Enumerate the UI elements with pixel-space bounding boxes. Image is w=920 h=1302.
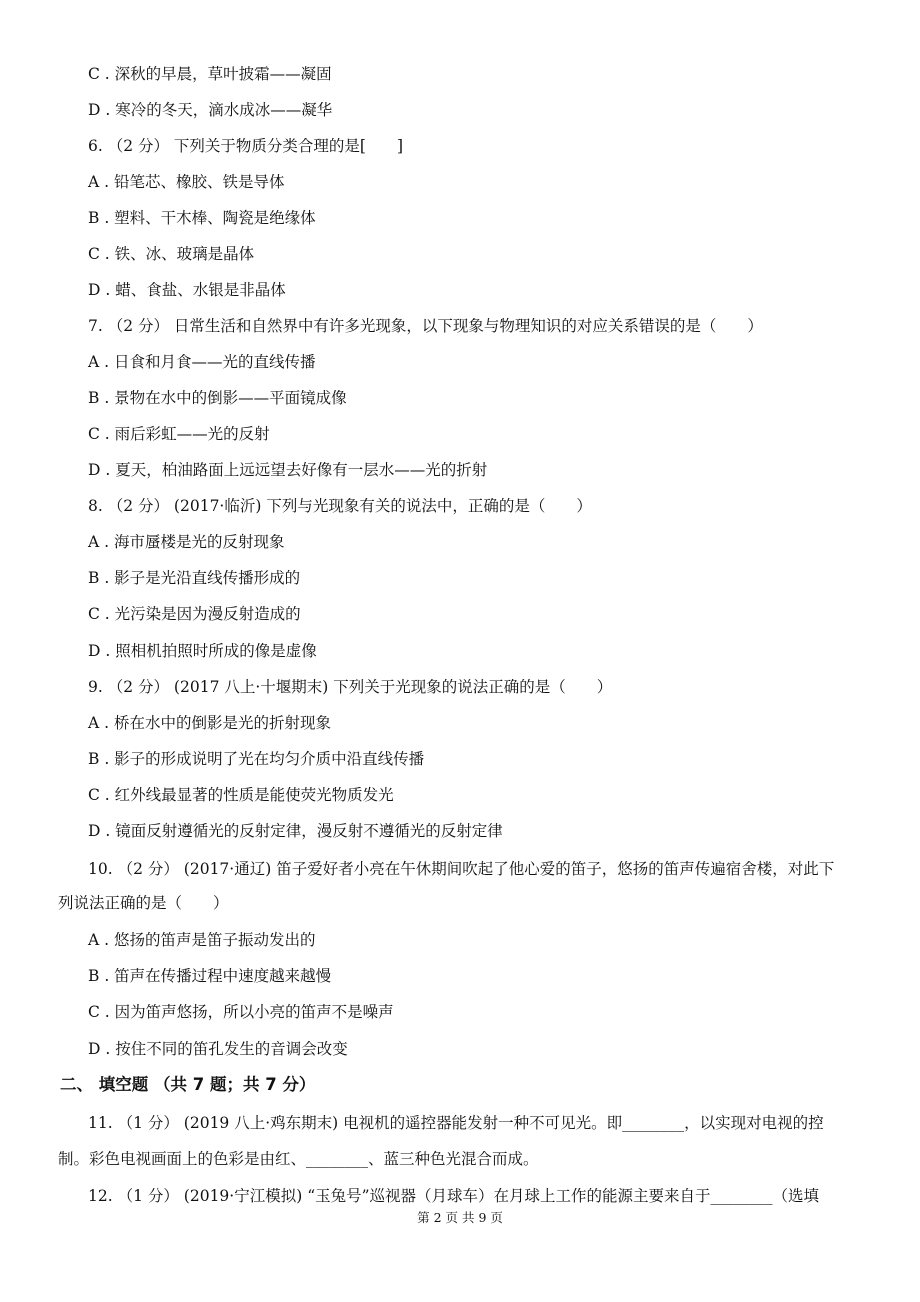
q8-option-c: C . 光污染是因为漫反射造成的 [88, 605, 301, 623]
question-11-continued: 制。彩色电视画面上的色彩是由红、________、蓝三种色光混合而成。 [58, 1150, 539, 1168]
q6-option-d: D . 蜡、食盐、水银是非晶体 [88, 281, 286, 299]
page-footer: 第 2 页 共 9 页 [417, 1210, 503, 1225]
q9-option-c: C . 红外线最显著的性质是能使荧光物质发光 [88, 786, 394, 804]
q9-option-d: D . 镜面反射遵循光的反射定律，漫反射不遵循光的反射定律 [88, 822, 503, 840]
question-9: 9. （2 分） (2017 八上·十堰期末) 下列关于光现象的说法正确的是（ ） [88, 678, 613, 696]
q5-option-d: D . 寒冷的冬天，滴水成冰——凝华 [88, 101, 333, 119]
q8-option-d: D . 照相机拍照时所成的像是虚像 [88, 642, 317, 660]
q5-option-c: C . 深秋的早晨，草叶披霜——凝固 [88, 65, 332, 83]
question-10-continued: 列说法正确的是（ ） [58, 894, 229, 912]
question-11: 11. （1 分） (2019 八上·鸡东期末) 电视机的遥控器能发射一种不可见光。即________，以实现对电视的控 [88, 1114, 824, 1132]
q10-option-c: C . 因为笛声悠扬，所以小亮的笛声不是噪声 [88, 1003, 394, 1021]
q6-option-a: A . 铅笔芯、橡胶、铁是导体 [88, 173, 285, 191]
section-heading-fill-blank: 二、 填空题 （共 7 题；共 7 分） [60, 1075, 316, 1094]
question-8: 8. （2 分） (2017·临沂) 下列与光现象有关的说法中，正确的是（ ） [88, 497, 592, 515]
question-7: 7. （2 分） 日常生活和自然界中有许多光现象，以下现象与物理知识的对应关系错误的是（ ） [88, 317, 763, 335]
q10-option-d: D . 按住不同的笛孔发生的音调会改变 [88, 1040, 348, 1058]
q6-option-b: B . 塑料、干木棒、陶瓷是绝缘体 [88, 209, 316, 227]
q9-option-a: A . 桥在水中的倒影是光的折射现象 [88, 714, 331, 732]
question-12: 12. （1 分） (2019·宁江模拟) “玉兔号”巡视器（月球车）在月球上工作的能源主要来自于________（选填 [88, 1187, 820, 1205]
question-6: 6. （2 分） 下列关于物质分类合理的是[ ] [88, 137, 404, 155]
q8-option-a: A . 海市蜃楼是光的反射现象 [88, 533, 285, 551]
q7-option-b: B . 景物在水中的倒影——平面镜成像 [88, 389, 347, 407]
q10-option-b: B . 笛声在传播过程中速度越来越慢 [88, 967, 332, 985]
q7-option-c: C . 雨后彩虹——光的反射 [88, 425, 270, 443]
q9-option-b: B . 影子的形成说明了光在均匀介质中沿直线传播 [88, 750, 425, 768]
q8-option-b: B . 影子是光沿直线传播形成的 [88, 569, 301, 587]
q6-option-c: C . 铁、冰、玻璃是晶体 [88, 245, 255, 263]
q7-option-d: D . 夏天，柏油路面上远远望去好像有一层水——光的折射 [88, 461, 488, 479]
q10-option-a: A . 悠扬的笛声是笛子振动发出的 [88, 931, 316, 949]
q7-option-a: A . 日食和月食——光的直线传播 [88, 353, 316, 371]
question-10: 10. （2 分） (2017·通辽) 笛子爱好者小亮在午休期间吹起了他心爱的笛子，悠扬的笛声传遍宿舍楼，对此下 [88, 860, 835, 878]
